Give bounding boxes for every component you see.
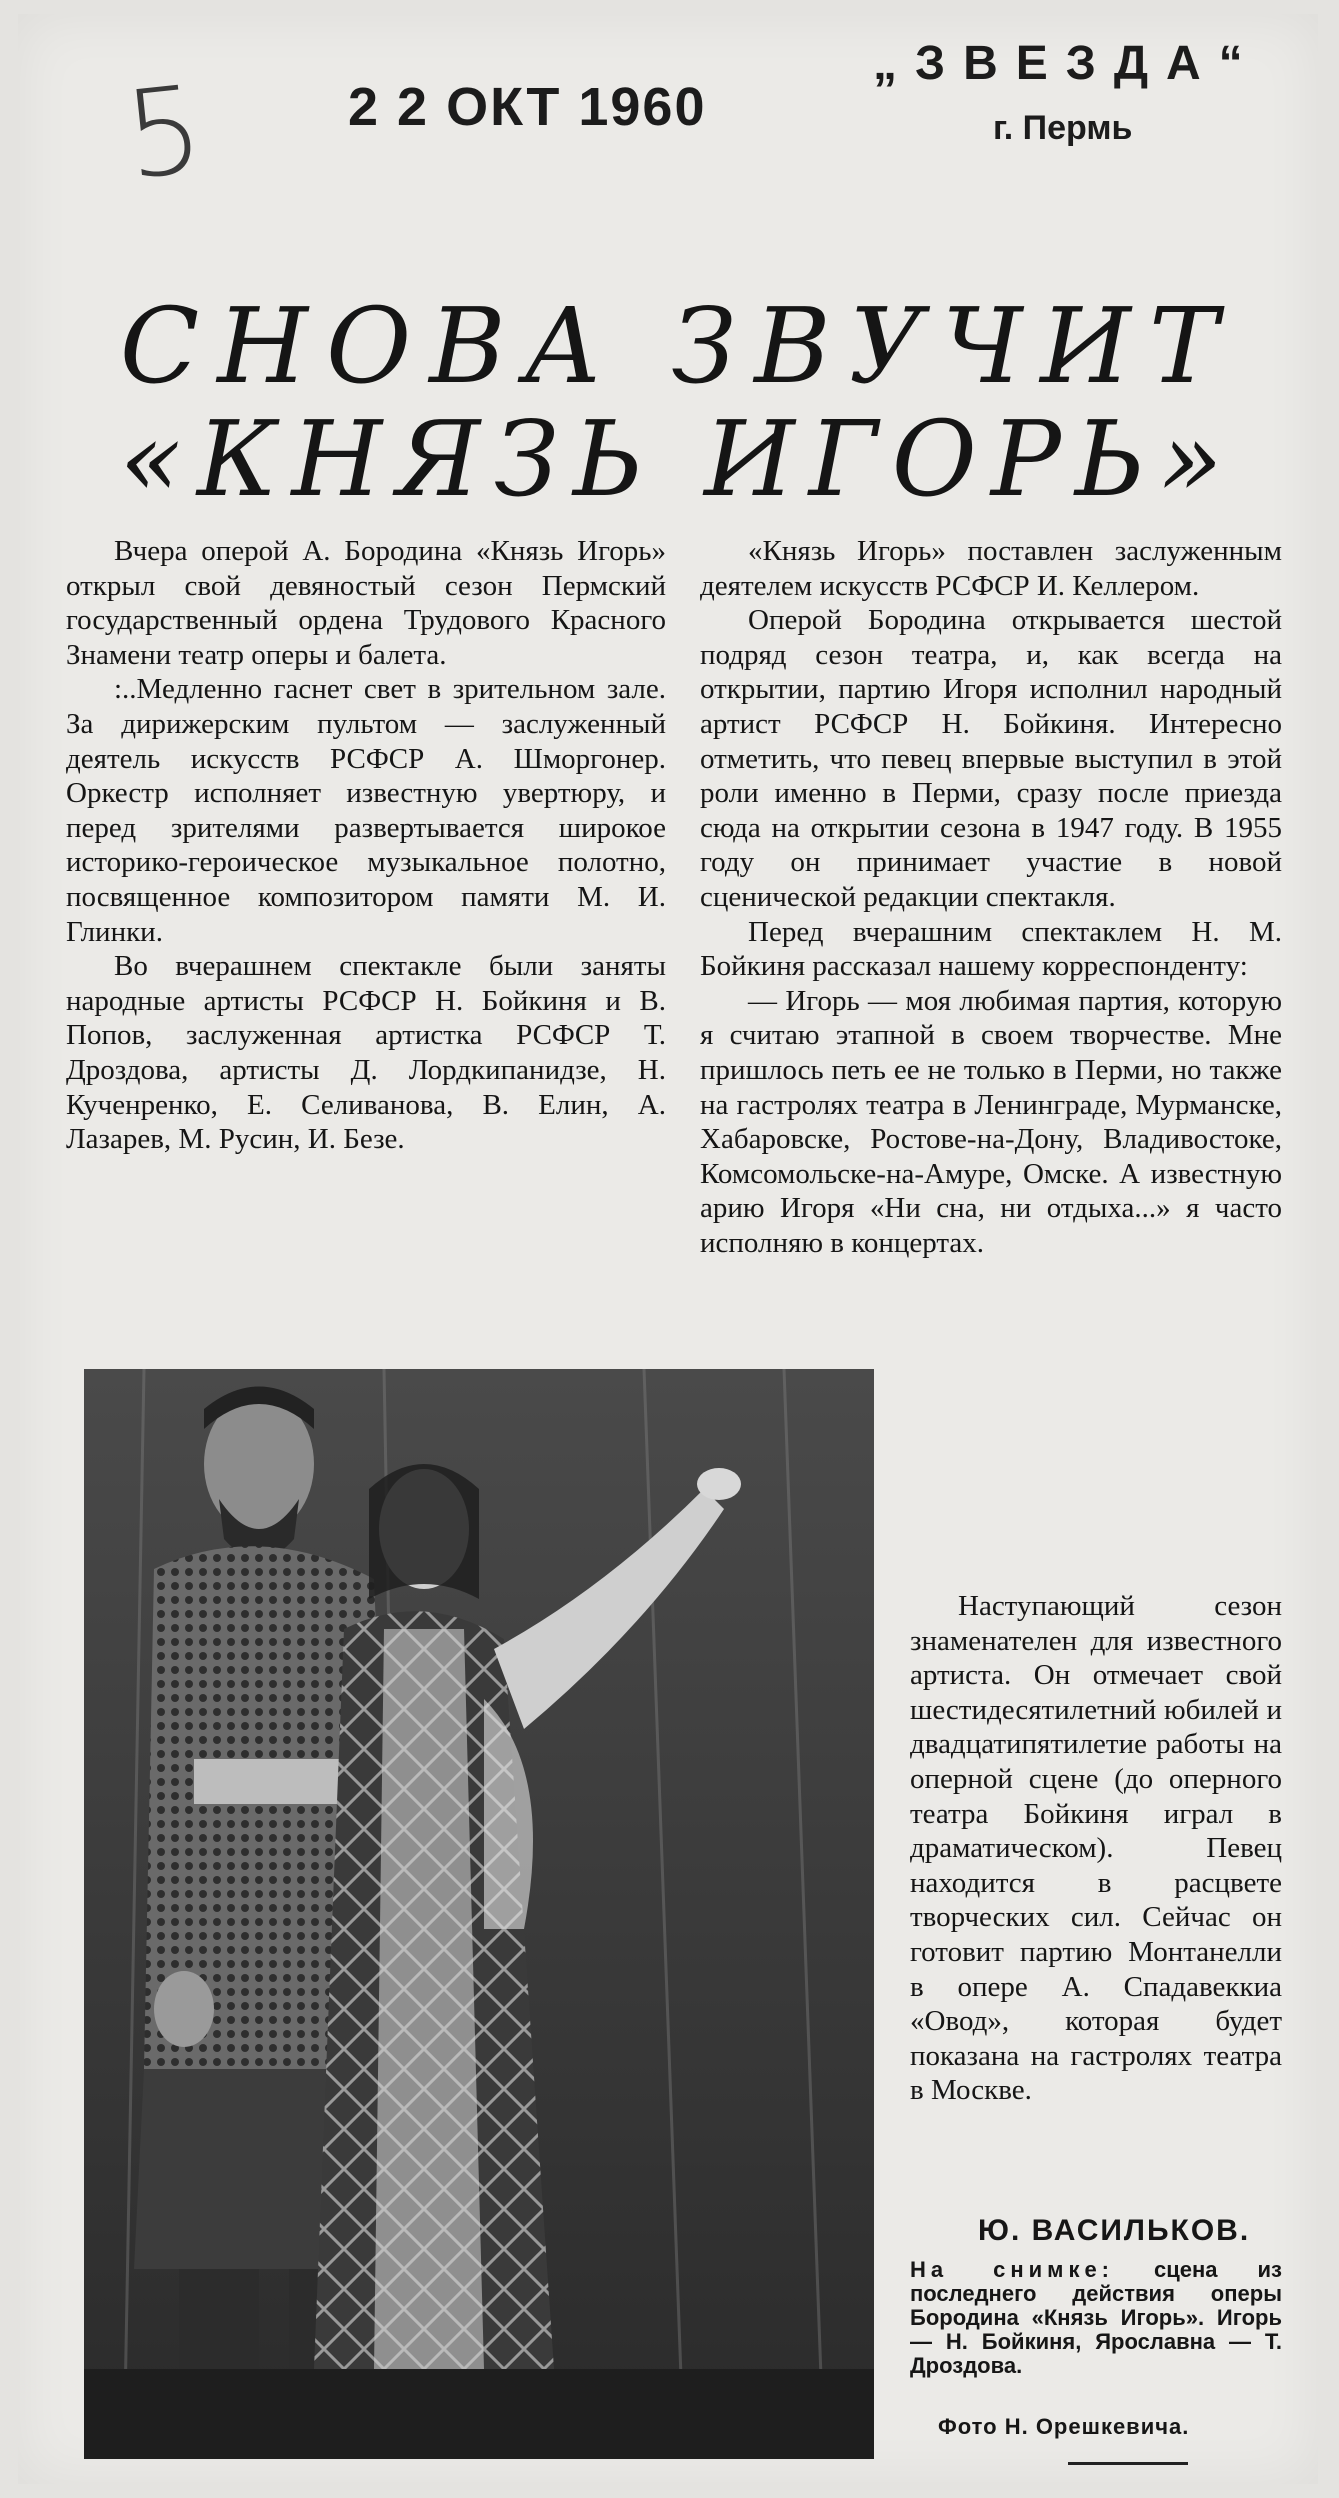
stage-photo	[84, 1369, 874, 2459]
handwritten-page-number: 5	[118, 60, 210, 207]
paragraph: «Князь Игорь» поставлен заслуженным деятелем искусств РСФСР И. Келлером.	[700, 535, 1282, 602]
article-headline	[78, 285, 1278, 520]
paragraph: Наступающий сезон знаменателен для известного артиста. Он отмечает свой шестидесятилетний юбилей и двадцатипятилетие работы на оперной сцене (до оперного театра Бойкиня играл в драматическом). Певец находится в расцвете творческих сил. Сейчас он готовит партию Монтанелли в опере А. Спадавеккиа «Овод», которая будет показана на гастролях театра в Москве.	[910, 1590, 1282, 2107]
newspaper-name: „ЗВЕЗДА“	[873, 37, 1261, 90]
author-signature: Ю. ВАСИЛЬКОВ.	[978, 2214, 1251, 2247]
date-stamp: 2 2 ОКТ 1960	[348, 77, 707, 137]
stage-photo-illustration	[84, 1369, 874, 2459]
caption-lead: На снимке:	[910, 2257, 1115, 2282]
paragraph: Во вчерашнем спектакле были заняты народные артисты РСФСР Н. Бойкиня и В. Попов, заслуженная артистка РСФСР Т. Дроздова, артисты Д. Лордкипанидзе, Н. Кученренко, Е. Селиванова, В. Елин, А. Лазарев, М. Русин, И. Безе.	[66, 950, 666, 1156]
newspaper-city: г. Пермь	[993, 109, 1133, 147]
newspaper-clipping	[18, 14, 1318, 2484]
paragraph: :..Медленно гаснет свет в зрительном зале. За дирижерским пультом — заслуженный деятель искусств РСФСР А. Шморгонер. Оркестр исполняет известную увертюру, и перед зрителями развертывается широкое историко-героическое музыкальное полотно, посвященное композитором памяти М. И. Глинки.	[66, 673, 666, 948]
paragraph: Перед вчерашним спектаклем Н. М. Бойкиня рассказал нашему корреспонденту:	[700, 915, 1282, 983]
photo-credit: Фото Н. Орешкевича.	[938, 2414, 1190, 2439]
caption-text: сцена из последнего действия оперы Бородина «Князь Игорь». Игорь — Н. Бойкиня, Ярославна — Т. Дроздова.	[910, 2257, 1282, 2378]
photo-caption	[910, 2258, 1282, 2378]
headline-line-2: «КНЯЗЬ ИГОРЬ»	[119, 397, 1237, 520]
article-column-bottom	[910, 1589, 1282, 2108]
article-column-left	[66, 534, 666, 1157]
headline-line-1: СНОВА ЗВУЧИТ	[119, 285, 1237, 408]
end-rule	[1068, 2462, 1188, 2465]
paragraph: — Игорь — моя любимая партия, которую я считаю этапной в своем творчестве. Мне пришлось петь ее не только в Перми, но также на гастролях театра в Ленинграде, Мурманске, Хабаровске, Ростове-на-Дону, Владивостоке, Комсомольске-на-Амуре, Омске. А известную арию Игоря «Ни сна, ни отдыха...» я часто исполняю в концертах.	[700, 984, 1282, 1259]
paragraph: Оперой Бородина открывается шестой подряд сезон театра, и, как всегда на открытии, партию Игоря исполнил народный артист РСФСР Н. Бойкиня. Интересно отметить, что певец впервые выступил в этой роли именно в Перми, сразу после приезда сюда на открытии сезона в 1947 году. В 1955 году он принимает участие в новой сценической редакции спектакля.	[700, 604, 1282, 913]
article-column-right	[700, 534, 1282, 1260]
paragraph: Вчера оперой А. Бородина «Князь Игорь» открыл свой девяностый сезон Пермский государственный ордена Трудового Красного Знамени театр оперы и балета.	[66, 535, 666, 671]
